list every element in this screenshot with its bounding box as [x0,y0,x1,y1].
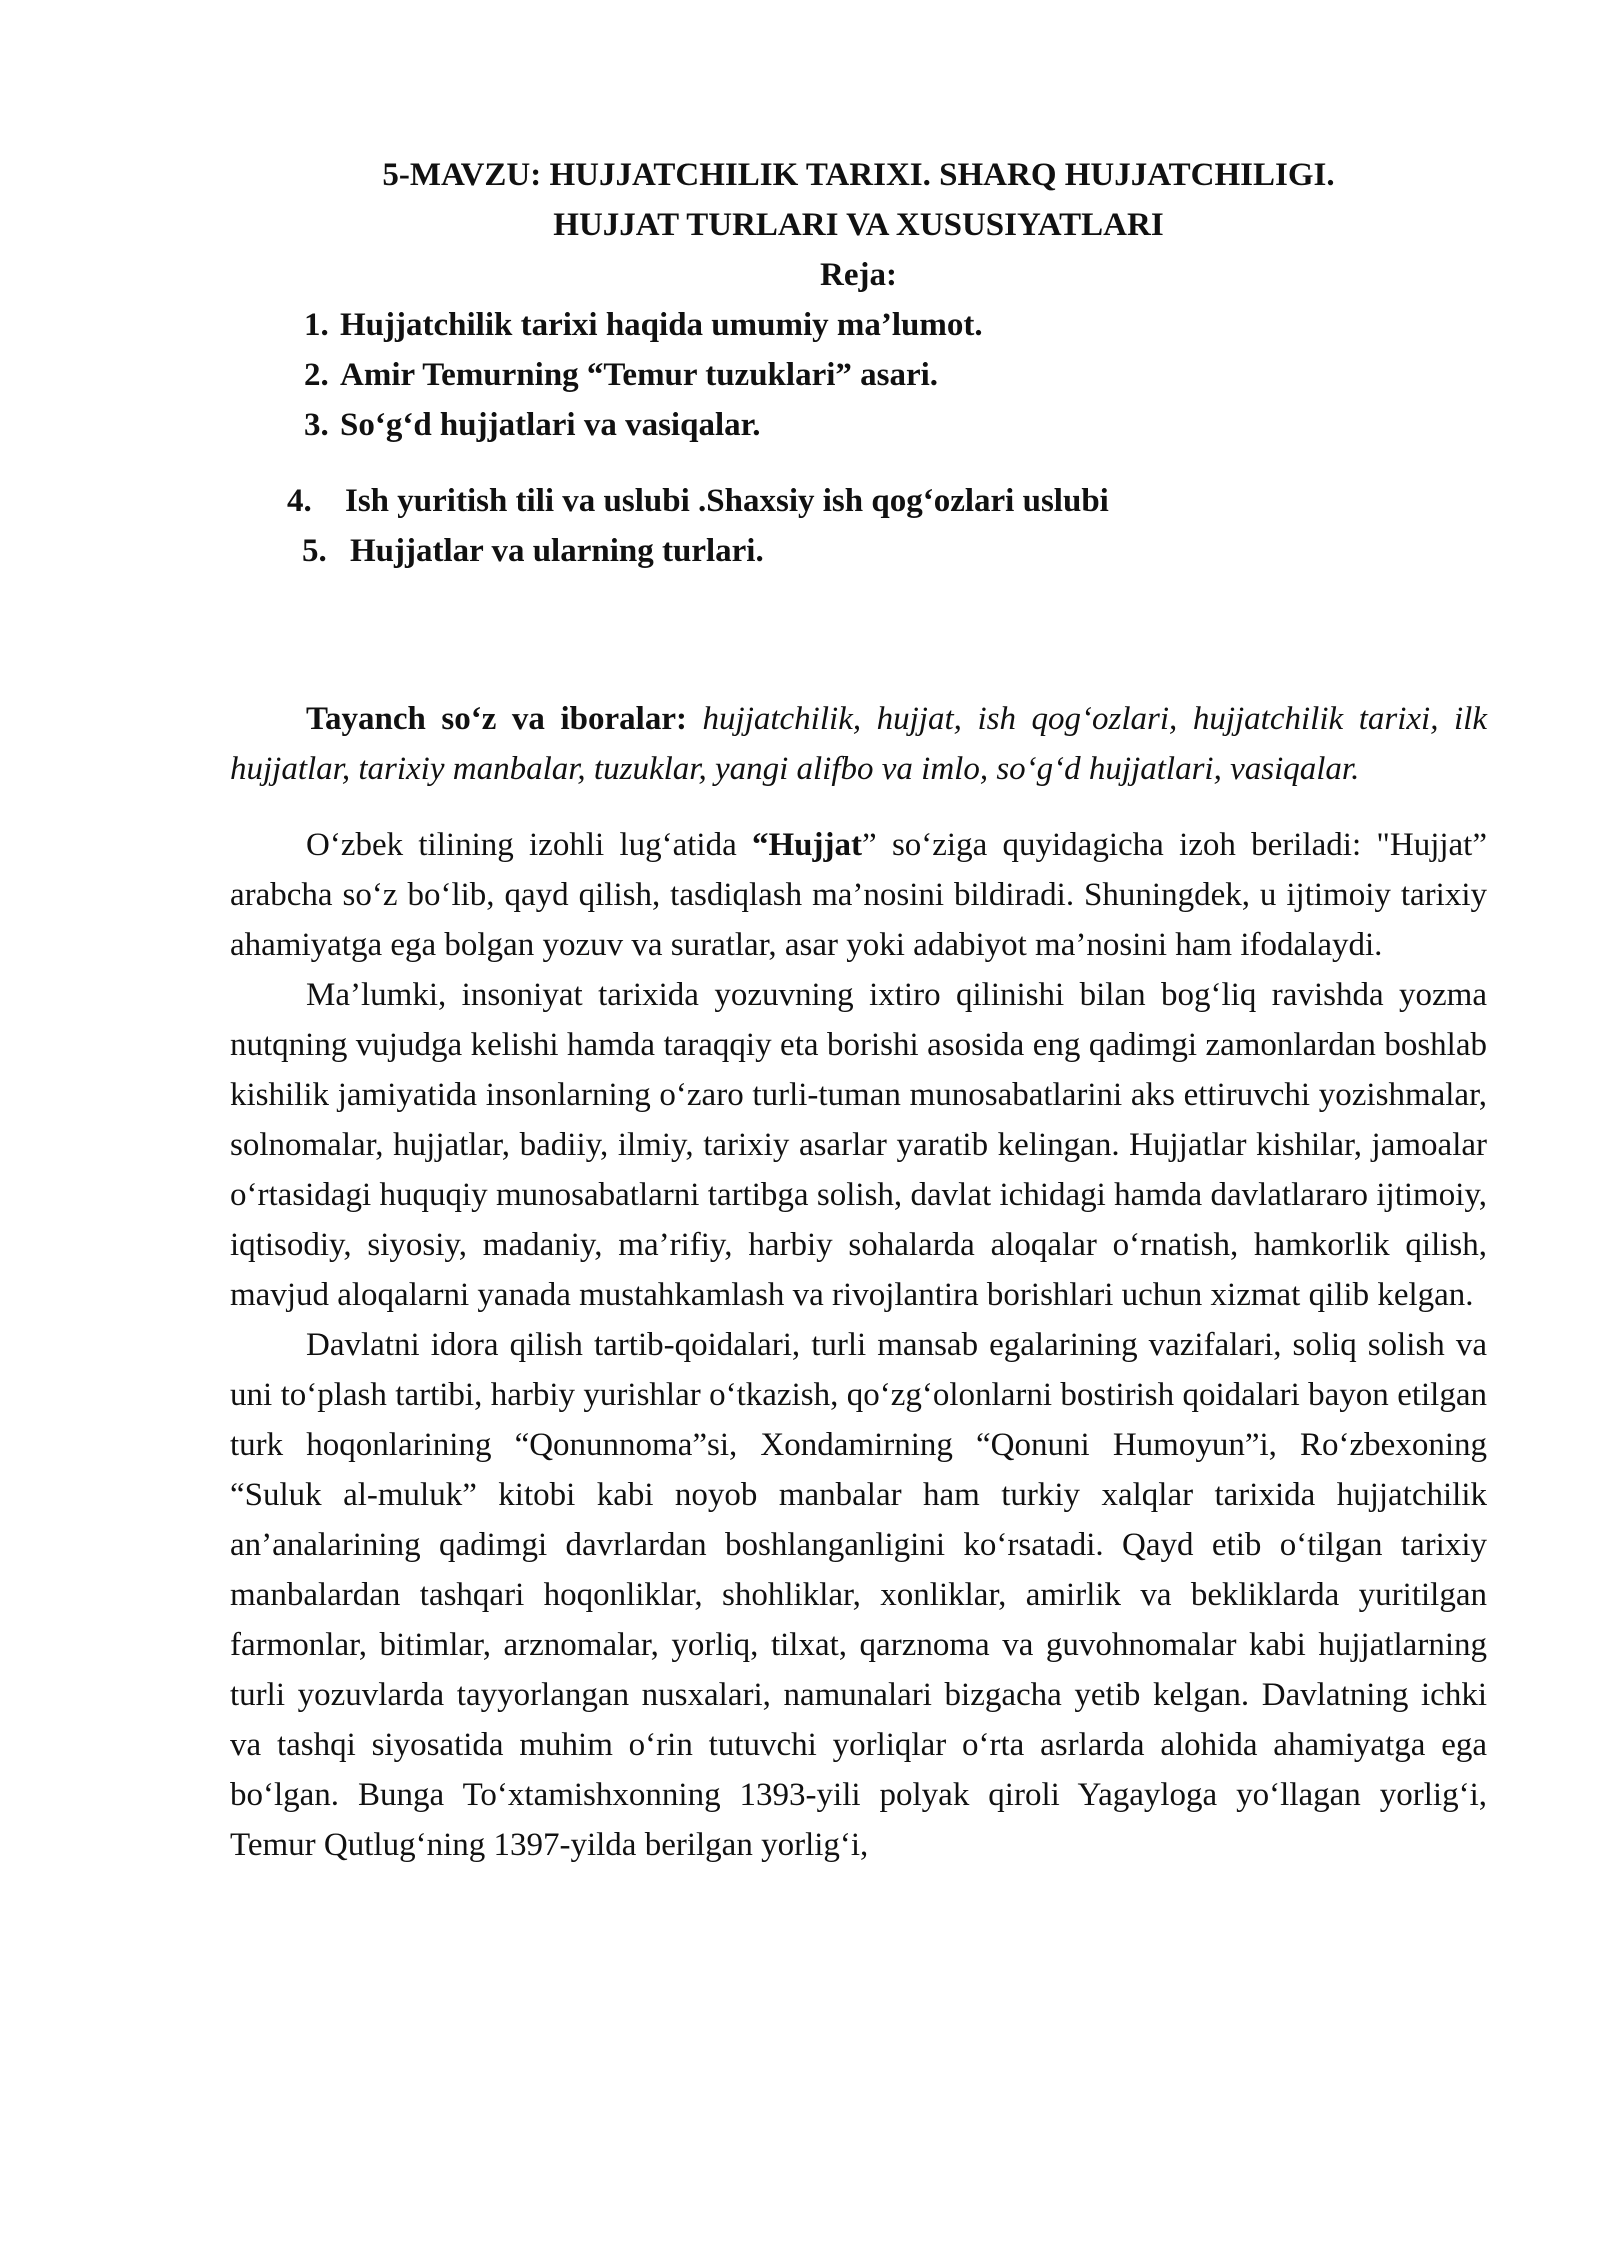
keywords-text: hujjatchilik, hujjat, ish qog‘ozlari, hujjatchilik tarixi, ilk hujjatlar, tarixiy manbalar, tuzuklar, yangi alifbo va imlo, so‘g‘d hujjatlari, vasiqalar. [230,701,1487,787]
document-page [230,150,1487,1870]
plan-item-text: So‘g‘d hujjatlari va vasiqalar. [340,407,761,443]
plan-item-text: Ish yuritish tili va uslubi .Shaxsiy ish qog‘ozlari uslubi [345,483,1109,519]
paragraph-text: O‘zbek tilining izohli lug‘atida [306,827,753,863]
plan-item-text: Amir Temurning “Temur tuzuklari” asari. [340,357,939,393]
paragraph-text: ” so‘ziga quyidagicha izoh beriladi: "Hujjat” arabcha so‘z bo‘lib, qayd qilish, tasdiqlash ma’nosini bildiradi. Shuningdek, u ijtimoiy tarixiy ahamiyatga ega bolgan yozuv va suratlar, asar yoki adabiyot ma’nosini ham ifodalaydi. [230,827,1487,963]
plan-item [230,526,1487,576]
plan-item-number: 5. [302,533,327,569]
plan-list [230,300,1487,576]
document-title [230,150,1487,300]
keywords-paragraph [230,694,1487,794]
plan-item-text: Hujjatlar va ularning turlari. [350,533,764,569]
plan-item [230,300,1487,350]
plan-item [230,350,1487,400]
plan-item [230,400,1487,450]
plan-item-text: Hujjatchilik tarixi haqida umumiy ma’lumot. [340,307,983,343]
plan-heading: Reja: [820,257,897,293]
body-paragraph-1 [230,820,1487,970]
plan-item-number: 4. [287,483,312,519]
body-paragraph-3: Davlatni idora qilish tartib-qoidalari, turli mansab egalarining vazifalari, soliq solish va uni to‘plash tartibi, harbiy yurishlar o‘tkazish, qo‘zg‘olonlarni bostirish qoidalari bayon etilgan turk hoqonlarining “Qonunnoma”si, Xondamirning “Qonuni Humoyun”i, Ro‘zbexoning “Suluk al-muluk” kitobi kabi noyob manbalar ham turkiy xalqlar tarixida hujjatchilik an’analarining qadimgi davrlardan boshlanganligini ko‘rsatadi. Qayd etib o‘tilgan tarixiy manbalardan tashqari hoqonliklar, shohliklar, xonliklar, amirlik va bekliklarda yuritilgan farmonlar, bitimlar, arznomalar, yorliq, tilxat, qarznoma va guvohnomalar kabi hujjatlarning turli yozuvlarda tayyorlangan nusxalari, namunalari bizgacha yetib kelgan. Davlatning ichki va tashqi siyosatida muhim o‘rin tutuvchi yorliqlar o‘rta asrlarda alohida ahamiyatga ega bo‘lgan. Bunga To‘xtamishxonning 1393-yili polyak qiroli Yagayloga yo‘llagan yorlig‘i, Temur Qutlug‘ning 1397-yilda berilgan yorlig‘i, [230,1327,1487,1863]
title-line-2: HUJJAT TURLARI VA XUSUSIYATLARI [553,207,1164,243]
plan-item-number: 1. [304,307,329,343]
body-paragraph-2: Ma’lumki, insoniyat tarixida yozuvning ixtiro qilinishi bilan bog‘liq ravishda yozma nutqning vujudga kelishi hamda taraqqiy eta borishi asosida eng qadimgi zamonlardan boshlab kishilik jamiyatida insonlarning o‘zaro turli-tuman munosabatlarini aks ettiruvchi yozishmalar, solnomalar, hujjatlar, badiiy, ilmiy, tarixiy asarlar yaratib kelingan. Hujjatlar kishilar, jamoalar o‘rtasidagi huquqiy munosabatlarni tartibga solish, davlat ichidagi hamda davlatlararo ijtimoiy, iqtisodiy, siyosiy, madaniy, ma’rifiy, harbiy sohalarda aloqalar o‘rnatish, hamkorlik qilish, mavjud aloqalarni yanada mustahkamlash va rivojlantira borishlari uchun xizmat qilib kelgan. [230,977,1487,1313]
keywords-label: Tayanch so‘z va iboralar: [306,701,687,737]
term-hujjat: “Hujjat [752,827,863,863]
title-line-1: 5-MAVZU: HUJJATCHILIK TARIXI. SHARQ HUJJATCHILIGI. [382,157,1335,193]
plan-item-number: 2. [304,357,329,393]
plan-item [230,476,1487,526]
plan-item-number: 3. [304,407,329,443]
